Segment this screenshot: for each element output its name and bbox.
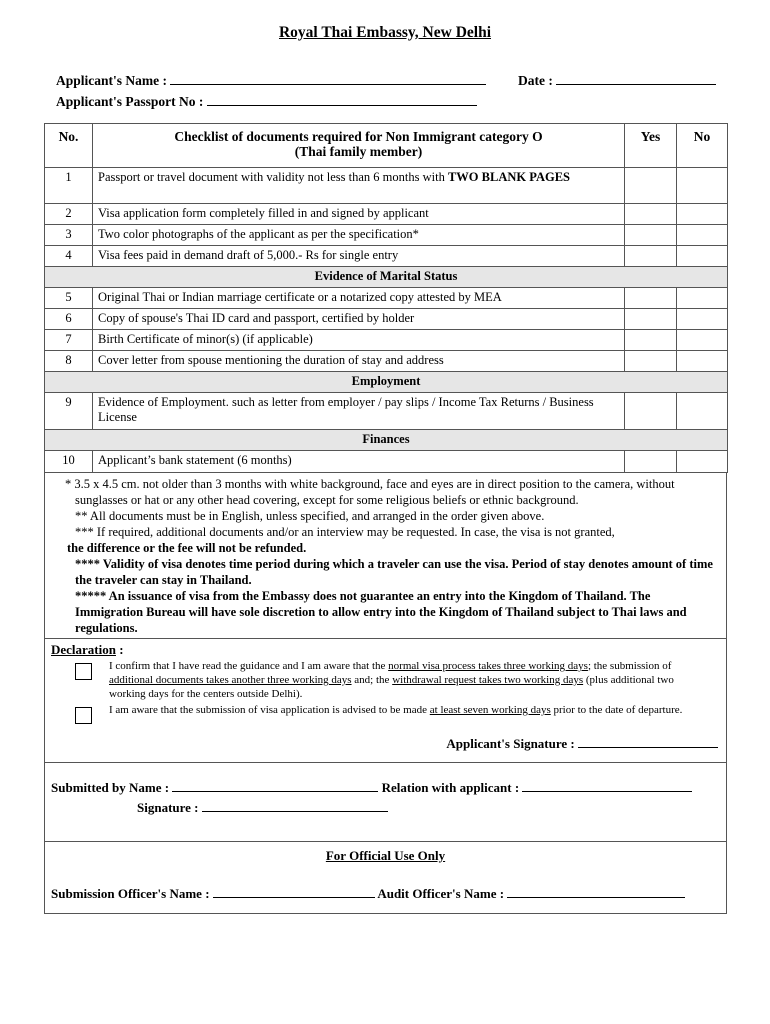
page-title: Royal Thai Embassy, New Delhi	[278, 24, 491, 41]
no-cell[interactable]	[677, 393, 728, 430]
note-validity: **** Validity of visa denotes time period during which a traveler can use the visa. Period of stay denotes amount of time the traveler can stay in Thailand.	[75, 557, 713, 587]
date-row	[518, 72, 716, 89]
note-english: ** All documents must be in English, unless specified, and arranged in the order given above.	[75, 509, 545, 523]
item-number: 2	[45, 204, 93, 225]
item-text: Applicant’s bank statement (6 months)	[93, 451, 625, 473]
notes-section	[44, 473, 727, 639]
yes-cell[interactable]	[625, 451, 677, 473]
item-text: Visa fees paid in demand draft of 5,000.- Rs for single entry	[93, 246, 625, 267]
item-number: 4	[45, 246, 93, 267]
col-no-answer-header: No	[677, 124, 728, 168]
checklist-table	[44, 123, 728, 473]
no-cell[interactable]	[677, 451, 728, 473]
section-row	[45, 430, 728, 451]
item-number: 10	[45, 451, 93, 473]
submitted-by-section	[44, 763, 727, 842]
checklist-form	[44, 123, 727, 914]
yes-cell[interactable]	[625, 225, 677, 246]
applicant-signature-row: Applicant's Signature :	[446, 735, 718, 752]
no-cell[interactable]	[677, 204, 728, 225]
yes-cell[interactable]	[625, 288, 677, 309]
applicant-name-row	[56, 72, 486, 89]
declaration-text-2: I am aware that the submission of visa application is advised to be made at least seven working days prior to the date of departure.	[109, 704, 683, 716]
relation-label: Relation with applicant :	[381, 780, 520, 795]
section-marital-status: Evidence of Marital Status	[45, 267, 728, 288]
yes-cell[interactable]	[625, 309, 677, 330]
note-additional-docs: *** If required, additional documents and/or an interview may be requested. In case, the visa is not granted,	[75, 525, 615, 539]
item-number: 9	[45, 393, 93, 430]
table-row	[45, 246, 728, 267]
item-text: Evidence of Employment. such as letter from employer / pay slips / Income Tax Returns / Business License	[93, 393, 625, 430]
item-number: 3	[45, 225, 93, 246]
col-no-header: No.	[45, 124, 93, 168]
no-cell[interactable]	[677, 288, 728, 309]
declaration-checkbox-1[interactable]	[75, 663, 92, 680]
submitted-name-field[interactable]	[172, 779, 378, 792]
yes-cell[interactable]	[625, 204, 677, 225]
note-photo: * 3.5 x 4.5 cm. not older than 3 months with white background, face and eyes are in direct position to the camera, without sunglasses or hat or any other head covering, except for some religious beliefs or ethnic background.	[65, 477, 675, 507]
official-use-title: For Official Use Only	[325, 848, 446, 863]
submission-officer-label: Submission Officer's Name :	[51, 886, 210, 901]
no-cell[interactable]	[677, 246, 728, 267]
no-cell[interactable]	[677, 225, 728, 246]
applicant-name-field[interactable]	[170, 72, 486, 85]
item-text: Birth Certificate of minor(s) (if applicable)	[93, 330, 625, 351]
official-use-section	[44, 842, 727, 914]
submission-officer-field[interactable]	[213, 885, 375, 898]
applicant-signature-field[interactable]	[578, 735, 718, 748]
note-entry: ***** An issuance of visa from the Embassy does not guarantee an entry into the Kingdom of Thailand. The Immigration Bureau will have sole discretion to allow entry into the Kingdom of Thailand subject to Thai laws and regulations.	[75, 589, 687, 635]
item-text: Original Thai or Indian marriage certificate or a notarized copy attested by MEA	[93, 288, 625, 309]
yes-cell[interactable]	[625, 168, 677, 204]
item-number: 7	[45, 330, 93, 351]
submitted-signature-field[interactable]	[202, 799, 388, 812]
passport-row	[56, 93, 477, 110]
item-number: 8	[45, 351, 93, 372]
col-checklist-header: Checklist of documents required for Non Immigrant category O (Thai family member)	[93, 124, 625, 168]
applicant-name-label: Applicant's Name :	[56, 73, 167, 88]
table-row	[45, 288, 728, 309]
submitted-name-label: Submitted by Name :	[51, 780, 170, 795]
section-finances: Finances	[45, 430, 728, 451]
no-cell[interactable]	[677, 168, 728, 204]
item-text: Visa application form completely filled in and signed by applicant	[93, 204, 625, 225]
table-row	[45, 225, 728, 246]
yes-cell[interactable]	[625, 246, 677, 267]
item-text: Two color photographs of the applicant as per the specification*	[93, 225, 625, 246]
relation-field[interactable]	[522, 779, 692, 792]
table-row	[45, 204, 728, 225]
section-row	[45, 372, 728, 393]
table-row	[45, 351, 728, 372]
table-row	[45, 168, 728, 204]
item-text: Copy of spouse's Thai ID card and passport, certified by holder	[93, 309, 625, 330]
declaration-section	[44, 639, 727, 763]
table-header-row	[45, 124, 728, 168]
submitted-signature-label: Signature :	[137, 800, 199, 815]
yes-cell[interactable]	[625, 330, 677, 351]
audit-officer-field[interactable]	[507, 885, 685, 898]
yes-cell[interactable]	[625, 393, 677, 430]
date-field[interactable]	[556, 72, 716, 85]
declaration-text-1: I confirm that I have read the guidance and I am aware that the normal visa process takes three working days; the submission of additional documents takes another three working days and; the withdrawal request takes two working days (plus additional two working days for the centers outside Delhi).	[109, 660, 674, 700]
no-cell[interactable]	[677, 309, 728, 330]
item-number: 6	[45, 309, 93, 330]
date-label: Date :	[518, 73, 553, 88]
no-cell[interactable]	[677, 351, 728, 372]
table-row	[45, 309, 728, 330]
table-row	[45, 393, 728, 430]
table-row	[45, 451, 728, 473]
passport-field[interactable]	[207, 93, 477, 106]
note-no-refund: the difference or the fee will not be refunded.	[67, 541, 307, 555]
table-row	[45, 330, 728, 351]
section-row	[45, 267, 728, 288]
no-cell[interactable]	[677, 330, 728, 351]
item-number: 5	[45, 288, 93, 309]
item-text: Passport or travel document with validity not less than 6 months with TWO BLANK PAGES	[93, 168, 625, 204]
item-text: Cover letter from spouse mentioning the duration of stay and address	[93, 351, 625, 372]
audit-officer-label: Audit Officer's Name :	[377, 886, 505, 901]
declaration-checkbox-2[interactable]	[75, 707, 92, 724]
item-number: 1	[45, 168, 93, 204]
col-yes-header: Yes	[625, 124, 677, 168]
yes-cell[interactable]	[625, 351, 677, 372]
declaration-title: Declaration :	[51, 642, 124, 657]
passport-label: Applicant's Passport No :	[56, 94, 204, 109]
section-employment: Employment	[45, 372, 728, 393]
